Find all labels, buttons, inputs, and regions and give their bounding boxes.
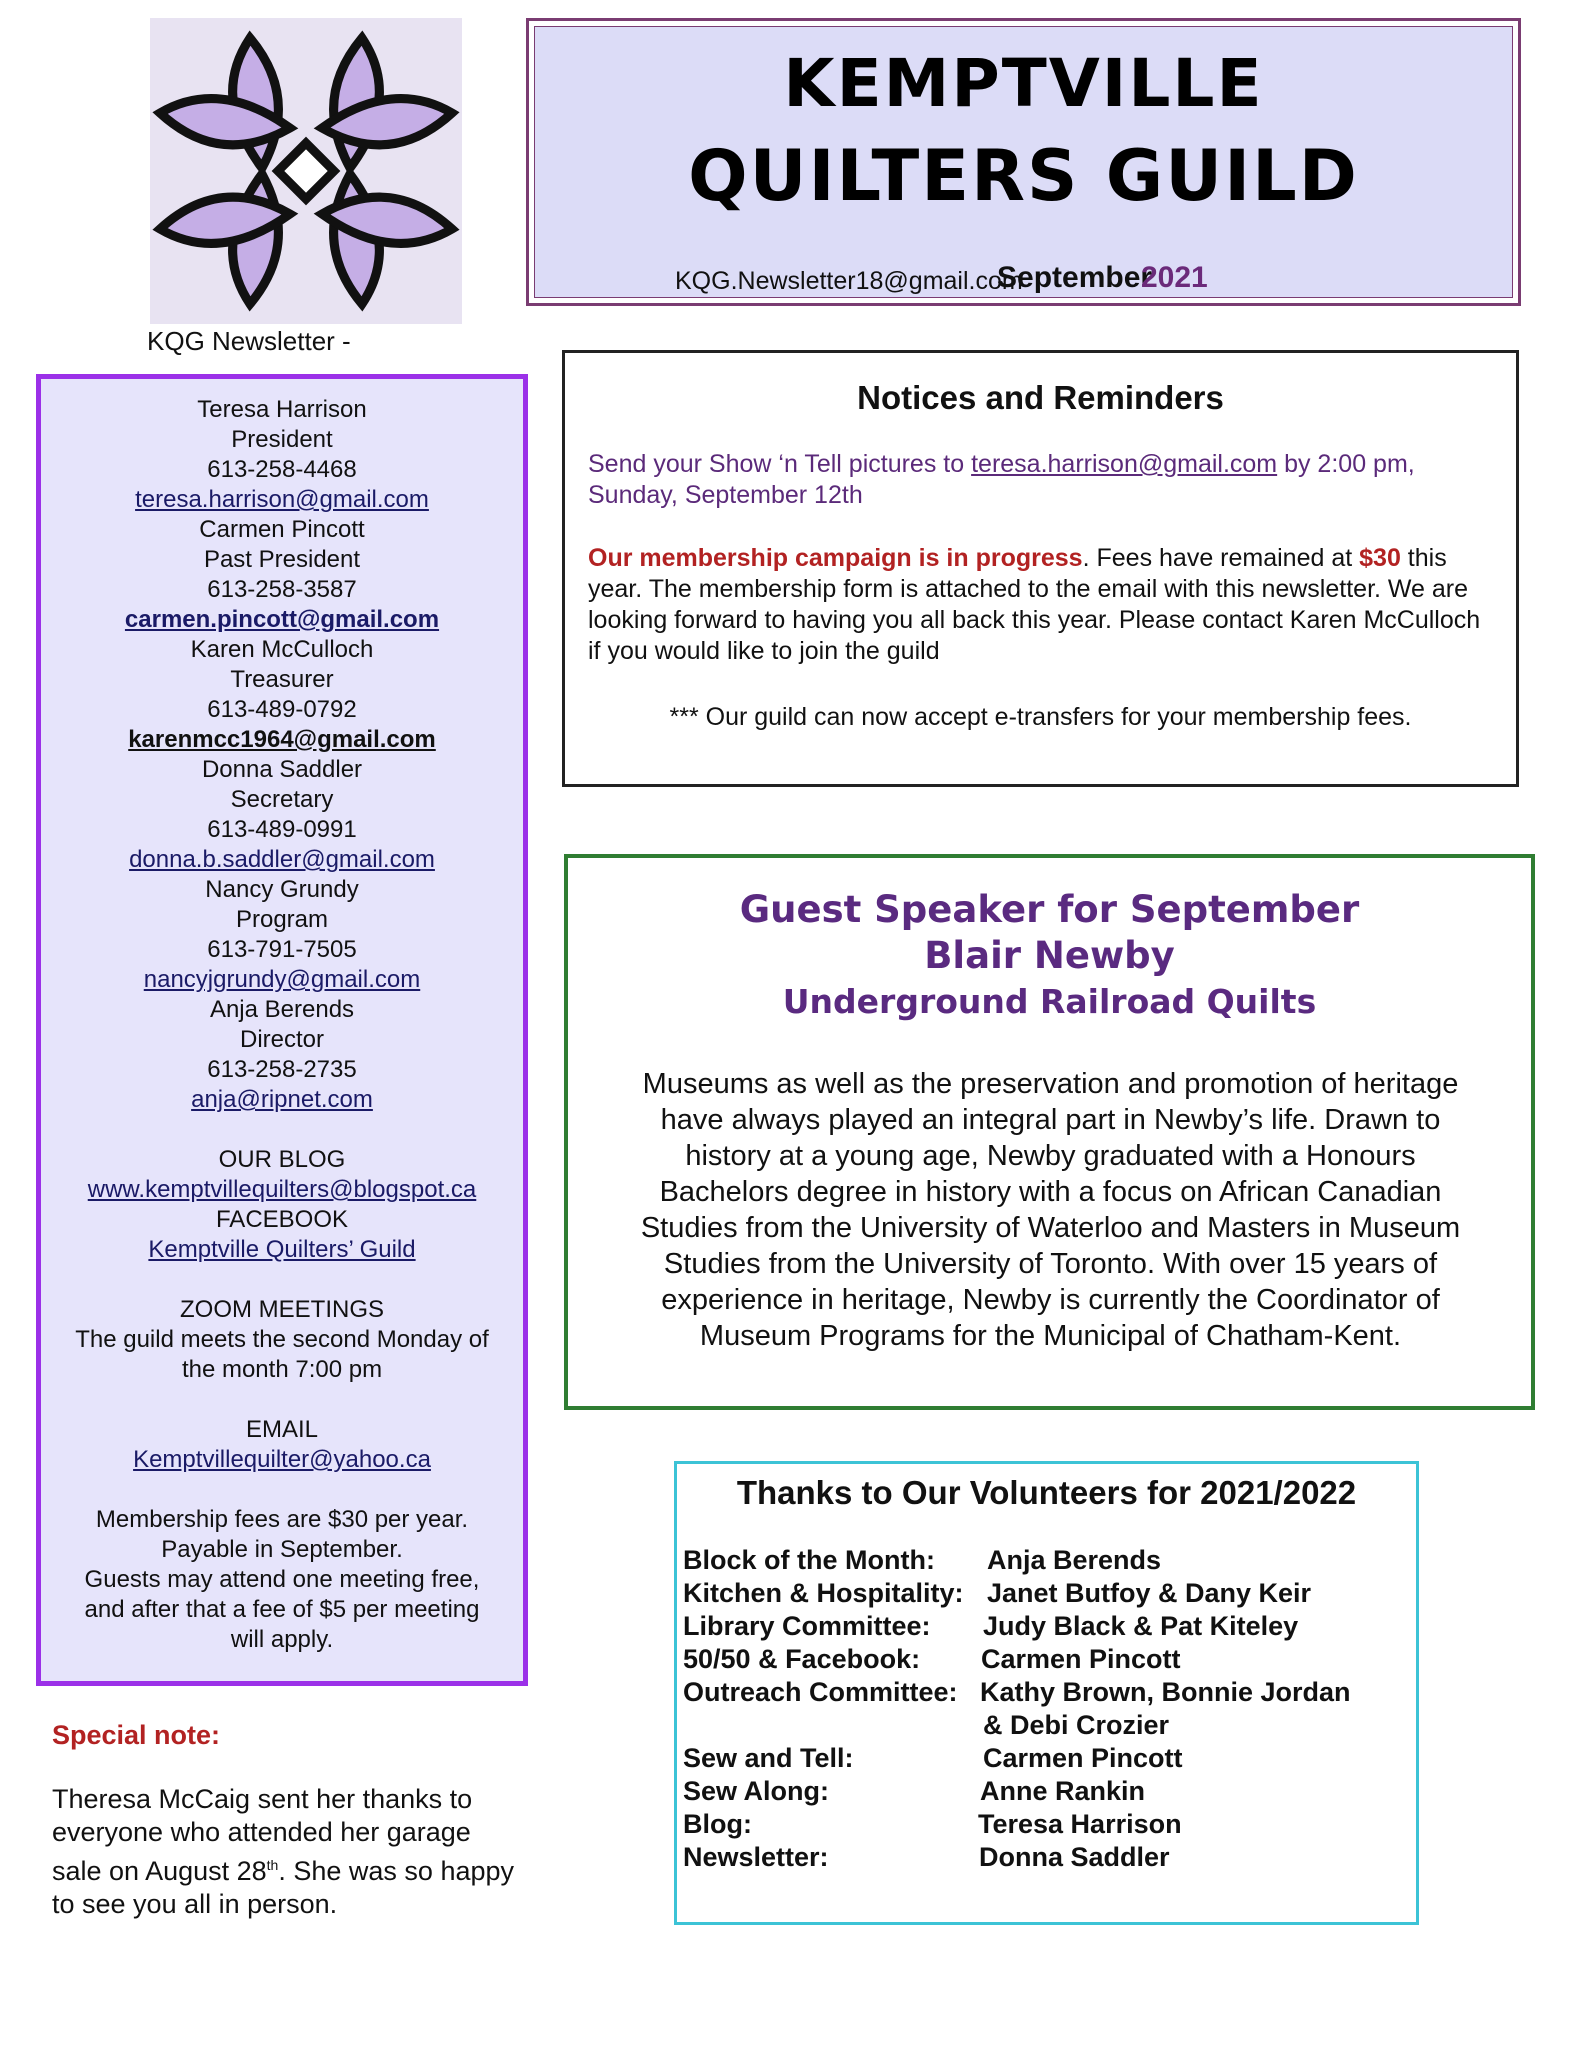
- volunteer-role: Library Committee:: [683, 1611, 931, 1641]
- volunteer-role: Sew Along:: [683, 1776, 829, 1806]
- membership-highlight: Our membership campaign is in progress: [588, 544, 1083, 572]
- notices-box: [562, 350, 1519, 787]
- notice-text: by 2:00 pm, Sunday, September 12th: [588, 450, 1415, 509]
- officer-email-link[interactable]: anja@ripnet.com: [191, 1086, 373, 1113]
- zoom-text: The guild meets the second Monday of: [75, 1326, 489, 1353]
- volunteer-role: Blog:: [683, 1809, 752, 1839]
- fees-text: and after that a fee of $5 per meeting: [84, 1596, 480, 1623]
- bio-line: history at a young age, Newby graduated with a Honours: [685, 1140, 1416, 1172]
- guest-speaker-box: [564, 854, 1535, 1410]
- fees-text: will apply.: [230, 1626, 334, 1653]
- bio-line: Studies from the University of Toronto. With over 15 years of: [663, 1248, 1438, 1280]
- officer-name: Karen McCulloch: [190, 636, 374, 663]
- notices-title: Notices and Reminders: [857, 379, 1224, 416]
- officer-name: Donna Saddler: [201, 756, 363, 783]
- officer-name: Nancy Grundy: [205, 876, 359, 903]
- notice-email-link[interactable]: teresa.harrison@gmail.com: [971, 450, 1278, 478]
- officer-role: Program: [235, 906, 329, 933]
- masthead-panel: [534, 26, 1513, 298]
- sidebar-content: [41, 395, 523, 1655]
- volunteer-role: Outreach Committee:: [683, 1677, 958, 1707]
- special-note-body: [52, 1783, 522, 1921]
- volunteer-name: Teresa Harrison: [978, 1809, 1182, 1839]
- masthead-title-line1: KEMPTVILLE: [783, 45, 1264, 122]
- officer-name: Teresa Harrison: [197, 396, 367, 423]
- guest-speaker-topic: Underground Railroad Quilts: [782, 982, 1317, 1021]
- officer-email-link[interactable]: nancyjgrundy@gmail.com: [143, 966, 421, 993]
- officer-phone: 613-258-3587: [207, 576, 357, 603]
- volunteer-name: Carmen Pincott: [983, 1743, 1183, 1773]
- masthead: [526, 18, 1521, 306]
- officer-phone: 613-489-0792: [207, 696, 357, 723]
- volunteer-name: Kathy Brown, Bonnie Jordan: [980, 1677, 1351, 1707]
- facebook-heading: FACEBOOK: [215, 1206, 349, 1233]
- officer-role: Secretary: [230, 786, 334, 813]
- contact-sidebar: [36, 374, 528, 1686]
- officer-phone: 613-258-2735: [207, 1056, 357, 1083]
- guest-speaker-name: Blair Newby: [924, 934, 1175, 977]
- officer-email-link[interactable]: teresa.harrison@gmail.com: [135, 486, 429, 513]
- volunteer-name: Carmen Pincott: [981, 1644, 1181, 1674]
- officer-role: President: [231, 426, 333, 453]
- logo-caption: KQG Newsletter -: [147, 326, 351, 356]
- blog-link[interactable]: www.kemptvillequilters@blogspot.ca: [87, 1176, 477, 1203]
- special-note-heading: Special note:: [52, 1720, 221, 1750]
- zoom-text: the month 7:00 pm: [181, 1356, 383, 1383]
- notice-show-and-tell: [588, 449, 1488, 511]
- volunteer-role: Newsletter:: [683, 1842, 829, 1872]
- volunteer-role: 50/50 & Facebook:: [683, 1644, 921, 1674]
- fees-text: Payable in September.: [161, 1536, 403, 1563]
- bio-line: Bachelors degree in history with a focus on African Canadian: [659, 1176, 1442, 1208]
- officer-email-link[interactable]: donna.b.saddler@gmail.com: [129, 846, 435, 873]
- guild-logo: [150, 18, 462, 324]
- guest-speaker-heading: Guest Speaker for September: [739, 888, 1360, 931]
- bio-line: experience in heritage, Newby is currently the Coordinator of: [661, 1284, 1440, 1316]
- volunteer-name: Donna Saddler: [979, 1842, 1170, 1872]
- membership-fee: $30: [1359, 544, 1401, 572]
- officer-phone: 613-258-4468: [207, 456, 357, 483]
- officer-email-link[interactable]: carmen.pincott@gmail.com: [124, 606, 440, 633]
- volunteer-role: Block of the Month:: [683, 1545, 935, 1575]
- blog-heading: OUR BLOG: [218, 1146, 346, 1173]
- masthead-title-line2: QUILTERS GUILD: [688, 135, 1359, 217]
- notice-membership: [588, 543, 1498, 667]
- volunteer-name: Anja Berends: [987, 1545, 1162, 1575]
- officer-name: Carmen Pincott: [199, 516, 365, 543]
- fees-text: Guests may attend one meeting free,: [84, 1566, 480, 1593]
- officer-phone: 613-791-7505: [207, 936, 357, 963]
- bio-line: Museums as well as the preservation and promotion of heritage: [642, 1068, 1459, 1100]
- volunteers-title: Thanks to Our Volunteers for 2021/2022: [736, 1474, 1357, 1511]
- volunteers-box: [674, 1461, 1419, 1925]
- masthead-email[interactable]: KQG.Newsletter18@gmail.com: [675, 267, 1023, 295]
- volunteer-role: Kitchen & Hospitality:: [683, 1578, 964, 1608]
- email-heading: EMAIL: [245, 1416, 319, 1443]
- officer-role: Treasurer: [230, 666, 334, 693]
- fees-text: Membership fees are $30 per year.: [95, 1506, 469, 1533]
- notice-text: Send your Show ‘n Tell pictures to: [588, 450, 972, 478]
- volunteer-name: Janet Butfoy & Dany Keir: [987, 1578, 1312, 1608]
- guest-speaker-bio: [608, 1066, 1493, 1354]
- special-note-text-end: . She was so happy to see you all in person.: [52, 1856, 515, 1919]
- zoom-heading: ZOOM MEETINGS: [180, 1296, 384, 1323]
- officer-email-link[interactable]: karenmcc1964@gmail.com: [128, 726, 436, 753]
- officer-phone: 613-489-0991: [207, 816, 357, 843]
- facebook-link[interactable]: Kemptville Quilters’ Guild: [148, 1236, 416, 1263]
- officer-role: Director: [239, 1026, 324, 1053]
- notice-text: this year. The membership form is attached to the email with this newsletter. We are looking forward to having you all back this year. Please contact Karen McCulloch if you would like to join the guild: [588, 544, 1481, 665]
- volunteer-name: & Debi Crozier: [983, 1710, 1170, 1740]
- bio-line: have always played an integral part in Newby’s life. Drawn to: [660, 1104, 1441, 1136]
- bio-line: Studies from the University of Waterloo and Masters in Museum: [640, 1212, 1461, 1244]
- officer-name: Anja Berends: [209, 996, 355, 1023]
- special-note-text: Theresa McCaig sent her thanks to everyone who attended her garage sale on August 28: [52, 1784, 473, 1886]
- volunteer-role: Sew and Tell:: [683, 1743, 854, 1773]
- masthead-year: 2021: [1141, 261, 1208, 294]
- guild-email-link[interactable]: Kemptvillequilter@yahoo.ca: [133, 1446, 431, 1473]
- notice-etransfer: *** Our guild can now accept e-transfers for your membership fees.: [669, 703, 1412, 731]
- notice-text: . Fees have remained at: [1082, 544, 1360, 572]
- masthead-month: September: [997, 261, 1153, 294]
- officer-role: Past President: [203, 546, 361, 573]
- quilt-knot-icon: [150, 18, 462, 324]
- ordinal-suffix: th: [266, 1857, 279, 1873]
- volunteer-name: Judy Black & Pat Kiteley: [983, 1611, 1299, 1641]
- volunteer-name: Anne Rankin: [980, 1776, 1146, 1806]
- bio-line: Museum Programs for the Municipal of Chatham-Kent.: [699, 1320, 1402, 1352]
